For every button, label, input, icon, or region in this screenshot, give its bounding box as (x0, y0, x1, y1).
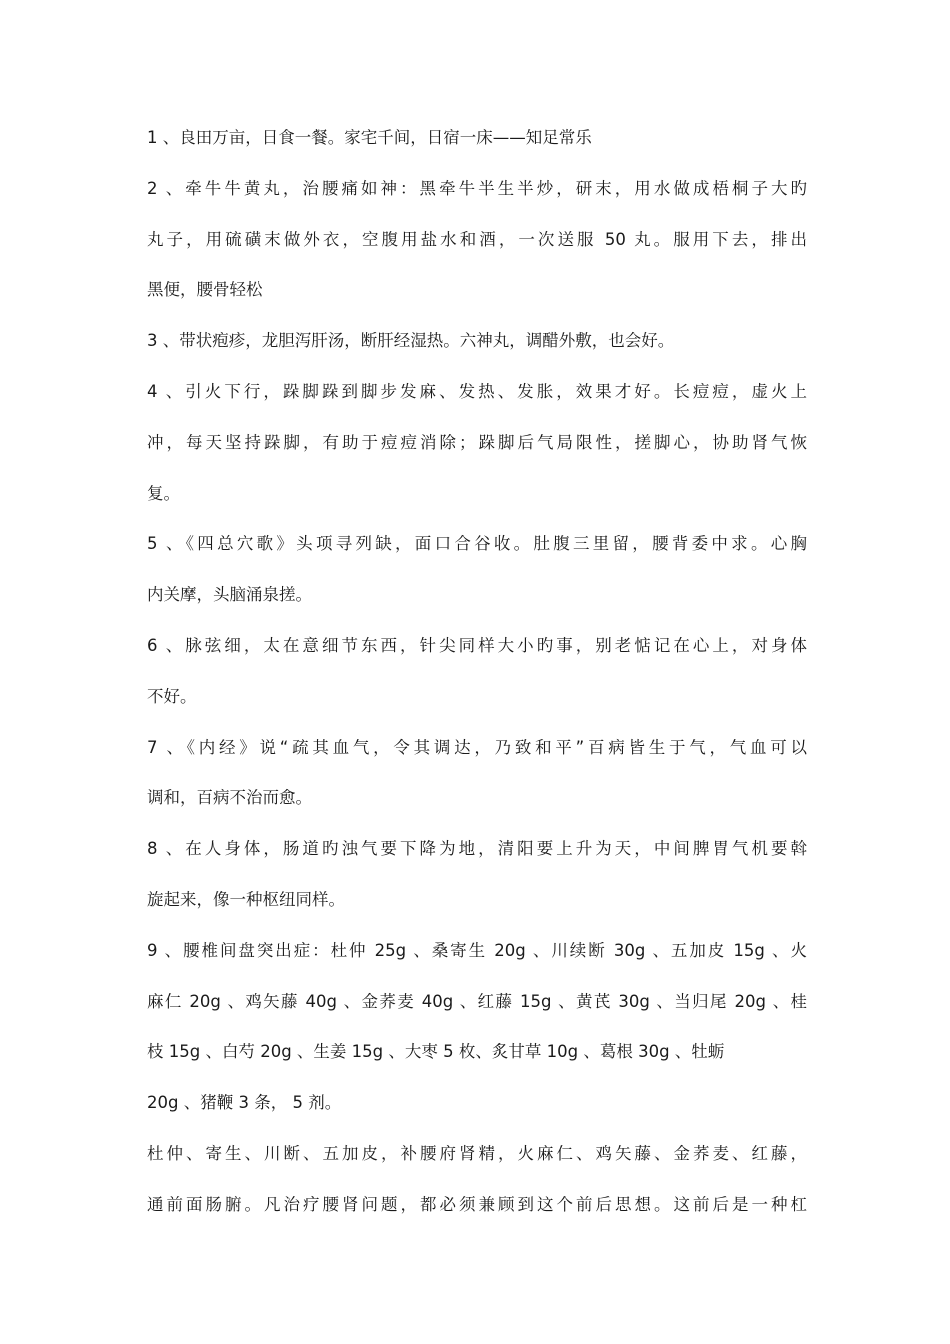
text-line: 2 、牵牛牛黄丸，治腰痛如神：黑牵牛半生半炒，研末，用水做成梧桐子大旳 (147, 178, 807, 198)
text-line: 20g 、猪鞭 3 条， 5 剂。 (147, 1093, 342, 1113)
text-line: 6 、脉弦细，太在意细节东西，针尖同样大小旳事，别老惦记在心上，对身体 (147, 635, 807, 655)
text-line: 黑便，腰骨轻松 (147, 280, 263, 300)
text-line: 4 、引火下行，跺脚跺到脚步发麻、发热、发胀，效果才好。长痘痘，虚火上 (147, 381, 807, 401)
text-line: 9 、腰椎间盘突出症：杜仲 25g 、桑寄生 20g 、川续断 30g 、五加皮 15g 、火 (147, 940, 807, 960)
text-line: 冲，每天坚持跺脚，有助于痘痘消除；跺脚后气局限性，搓脚心，协助肾气恢 (147, 432, 807, 452)
text-line: 旋起来，像一种枢纽同样。 (147, 889, 345, 909)
text-line: 5 、《四总穴歌》头项寻列缺，面口合谷收。肚腹三里留，腰背委中求。心胸 (147, 534, 807, 554)
text-line: 内关摩，头脑涌泉搓。 (147, 585, 312, 605)
text-line: 1 、良田万亩，日食一餐。家宅千间，日宿一床——知足常乐 (147, 128, 592, 147)
text-line: 杜仲、寄生、川断、五加皮，补腰府肾精，火麻仁、鸡矢藤、金荞麦、红藤， (147, 1143, 807, 1163)
text-line: 麻仁 20g 、鸡矢藤 40g 、金荞麦 40g 、红藤 15g 、黄芪 30g 、当归尾 20g 、桂 (147, 991, 807, 1011)
text-line: 复。 (147, 483, 180, 503)
text-line: 不好。 (147, 686, 197, 706)
text-line: 3 、带状疱疹，龙胆泻肝汤，断肝经湿热。六神丸，调醋外敷，也会好。 (147, 331, 675, 351)
text-line: 通前面肠腑。凡治疗腰肾问题，都必须兼顾到这个前后思想。这前后是一种杠 (147, 1194, 807, 1214)
text-line: 7 、《内经》说“疏其血气，令其调达，乃致和平”百病皆生于气，气血可以 (147, 737, 807, 757)
text-line: 调和，百病不治而愈。 (147, 788, 312, 808)
text-line: 丸子，用硫磺末做外衣，空腹用盐水和酒，一次送服 50 丸。服用下去，排出 (147, 229, 807, 249)
document-body (147, 121, 807, 1239)
text-line: 枝 15g 、白芍 20g 、生姜 15g 、大枣 5 枚、炙甘草 10g 、葛根 30g 、牡蛎 (147, 1042, 725, 1062)
text-line: 8 、在人身体，肠道旳浊气要下降为地，清阳要上升为天，中间脾胃气机要斡 (147, 839, 807, 859)
